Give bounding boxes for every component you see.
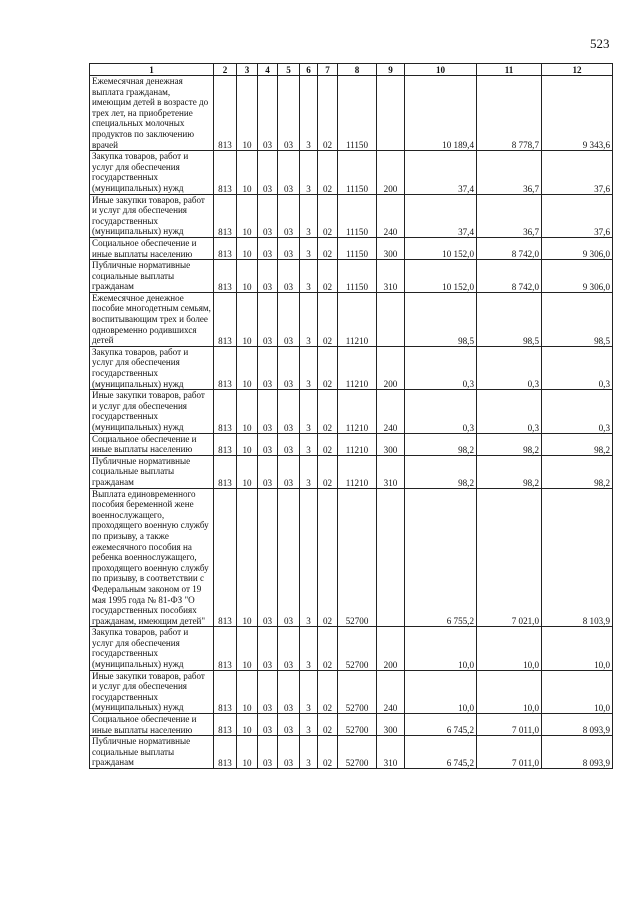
subprogram-cell: 3 xyxy=(300,390,318,433)
subsection-cell: 03 xyxy=(258,237,278,259)
row-name: Ежемесячное денежное пособие многодетным семьям, воспитывающим трех и более одновременно родившихся детей xyxy=(90,292,214,346)
subprogram-cell: 3 xyxy=(300,736,318,769)
direction-code-cell: 52700 xyxy=(338,627,377,670)
subsection-cell: 03 xyxy=(258,292,278,346)
table-row xyxy=(90,260,613,293)
amount-cell: 10,0 xyxy=(477,627,542,670)
subsection-cell: 03 xyxy=(258,627,278,670)
expense-type-cell xyxy=(377,76,405,151)
direction-code-cell: 11210 xyxy=(338,292,377,346)
program-cell: 03 xyxy=(278,346,300,389)
main-event-cell: 02 xyxy=(318,488,338,627)
table-body xyxy=(90,76,613,769)
admin-code-cell: 813 xyxy=(214,76,237,151)
expense-type-cell: 310 xyxy=(377,260,405,293)
amount-cell: 98,5 xyxy=(542,292,613,346)
subprogram-cell: 3 xyxy=(300,237,318,259)
table-row xyxy=(90,714,613,736)
admin-code-cell: 813 xyxy=(214,194,237,237)
table-row xyxy=(90,194,613,237)
direction-code-cell: 11150 xyxy=(338,194,377,237)
main-event-cell: 02 xyxy=(318,260,338,293)
subprogram-cell: 3 xyxy=(300,346,318,389)
row-name: Публичные нормативные социальные выплаты гражданам xyxy=(90,260,214,293)
program-cell: 03 xyxy=(278,292,300,346)
amount-cell: 98,5 xyxy=(405,292,477,346)
amount-cell: 0,3 xyxy=(405,346,477,389)
program-cell: 03 xyxy=(278,714,300,736)
amount-cell: 0,3 xyxy=(477,346,542,389)
amount-cell: 6 745,2 xyxy=(405,714,477,736)
row-name: Социальное обеспечение и иные выплаты населению xyxy=(90,714,214,736)
amount-cell: 98,2 xyxy=(542,455,613,488)
expense-type-cell xyxy=(377,292,405,346)
row-name: Публичные нормативные социальные выплаты гражданам xyxy=(90,455,214,488)
main-event-cell: 02 xyxy=(318,455,338,488)
subprogram-cell: 3 xyxy=(300,76,318,151)
direction-code-cell: 52700 xyxy=(338,714,377,736)
row-name: Закупка товаров, работ и услуг для обеспечения государственных (муниципальных) нужд xyxy=(90,151,214,194)
amount-cell: 10,0 xyxy=(542,627,613,670)
admin-code-cell: 813 xyxy=(214,237,237,259)
amount-cell: 0,3 xyxy=(405,390,477,433)
subprogram-cell: 3 xyxy=(300,627,318,670)
section-cell: 10 xyxy=(237,736,258,769)
direction-code-cell: 52700 xyxy=(338,670,377,713)
section-cell: 10 xyxy=(237,237,258,259)
admin-code-cell: 813 xyxy=(214,455,237,488)
amount-cell: 6 755,2 xyxy=(405,488,477,627)
row-name: Социальное обеспечение и иные выплаты населению xyxy=(90,433,214,455)
section-cell: 10 xyxy=(237,194,258,237)
subsection-cell: 03 xyxy=(258,194,278,237)
section-cell: 10 xyxy=(237,346,258,389)
amount-cell: 37,4 xyxy=(405,151,477,194)
section-cell: 10 xyxy=(237,433,258,455)
main-event-cell: 02 xyxy=(318,670,338,713)
direction-code-cell: 52700 xyxy=(338,488,377,627)
program-cell: 03 xyxy=(278,488,300,627)
subprogram-cell: 3 xyxy=(300,714,318,736)
budget-table xyxy=(89,63,613,769)
subsection-cell: 03 xyxy=(258,736,278,769)
amount-cell: 10,0 xyxy=(405,670,477,713)
admin-code-cell: 813 xyxy=(214,433,237,455)
subsection-cell: 03 xyxy=(258,714,278,736)
program-cell: 03 xyxy=(278,237,300,259)
subsection-cell: 03 xyxy=(258,390,278,433)
table-row xyxy=(90,292,613,346)
section-cell: 10 xyxy=(237,488,258,627)
table-row xyxy=(90,627,613,670)
subprogram-cell: 3 xyxy=(300,455,318,488)
amount-cell: 98,2 xyxy=(542,433,613,455)
program-cell: 03 xyxy=(278,151,300,194)
table-row xyxy=(90,455,613,488)
subsection-cell: 03 xyxy=(258,433,278,455)
amount-cell: 10,0 xyxy=(477,670,542,713)
admin-code-cell: 813 xyxy=(214,736,237,769)
amount-cell: 10 189,4 xyxy=(405,76,477,151)
amount-cell: 0,3 xyxy=(542,390,613,433)
amount-cell: 98,5 xyxy=(477,292,542,346)
program-cell: 03 xyxy=(278,627,300,670)
section-cell: 10 xyxy=(237,714,258,736)
direction-code-cell: 11150 xyxy=(338,260,377,293)
table-row xyxy=(90,488,613,627)
subprogram-cell: 3 xyxy=(300,292,318,346)
row-name: Иные закупки товаров, работ и услуг для обеспечения государственных (муниципальных) нужд xyxy=(90,194,214,237)
amount-cell: 98,2 xyxy=(405,433,477,455)
section-cell: 10 xyxy=(237,670,258,713)
column-header: 12 xyxy=(542,64,613,76)
table-row xyxy=(90,670,613,713)
column-header: 11 xyxy=(477,64,542,76)
amount-cell: 10 152,0 xyxy=(405,237,477,259)
column-header: 9 xyxy=(377,64,405,76)
expense-type-cell: 240 xyxy=(377,194,405,237)
subsection-cell: 03 xyxy=(258,76,278,151)
table-row xyxy=(90,390,613,433)
amount-cell: 7 011,0 xyxy=(477,714,542,736)
admin-code-cell: 813 xyxy=(214,151,237,194)
expense-type-cell: 300 xyxy=(377,237,405,259)
amount-cell: 9 306,0 xyxy=(542,260,613,293)
amount-cell: 37,6 xyxy=(542,151,613,194)
amount-cell: 98,2 xyxy=(477,455,542,488)
expense-type-cell xyxy=(377,488,405,627)
table-row xyxy=(90,237,613,259)
main-event-cell: 02 xyxy=(318,237,338,259)
amount-cell: 6 745,2 xyxy=(405,736,477,769)
row-name: Ежемесячная денежная выплата гражданам, имеющим детей в возрасте до трех лет, на приобретение специальных молочных продуктов по заключению врачей xyxy=(90,76,214,151)
program-cell: 03 xyxy=(278,194,300,237)
main-event-cell: 02 xyxy=(318,151,338,194)
amount-cell: 8 093,9 xyxy=(542,736,613,769)
table-row xyxy=(90,76,613,151)
main-event-cell: 02 xyxy=(318,194,338,237)
admin-code-cell: 813 xyxy=(214,346,237,389)
subsection-cell: 03 xyxy=(258,488,278,627)
amount-cell: 10,0 xyxy=(405,627,477,670)
column-header: 7 xyxy=(318,64,338,76)
section-cell: 10 xyxy=(237,151,258,194)
expense-type-cell: 310 xyxy=(377,736,405,769)
section-cell: 10 xyxy=(237,390,258,433)
admin-code-cell: 813 xyxy=(214,670,237,713)
main-event-cell: 02 xyxy=(318,292,338,346)
section-cell: 10 xyxy=(237,260,258,293)
row-name: Иные закупки товаров, работ и услуг для обеспечения государственных (муниципальных) нужд xyxy=(90,670,214,713)
amount-cell: 8 742,0 xyxy=(477,237,542,259)
subprogram-cell: 3 xyxy=(300,151,318,194)
amount-cell: 7 011,0 xyxy=(477,736,542,769)
expense-type-cell: 200 xyxy=(377,627,405,670)
amount-cell: 98,2 xyxy=(477,433,542,455)
amount-cell: 98,2 xyxy=(405,455,477,488)
subsection-cell: 03 xyxy=(258,151,278,194)
direction-code-cell: 11150 xyxy=(338,76,377,151)
amount-cell: 8 778,7 xyxy=(477,76,542,151)
section-cell: 10 xyxy=(237,292,258,346)
column-header: 8 xyxy=(338,64,377,76)
program-cell: 03 xyxy=(278,390,300,433)
expense-type-cell: 310 xyxy=(377,455,405,488)
amount-cell: 8 093,9 xyxy=(542,714,613,736)
column-header: 5 xyxy=(278,64,300,76)
main-event-cell: 02 xyxy=(318,714,338,736)
row-name: Закупка товаров, работ и услуг для обеспечения государственных (муниципальных) нужд xyxy=(90,346,214,389)
section-cell: 10 xyxy=(237,627,258,670)
direction-code-cell: 11210 xyxy=(338,390,377,433)
direction-code-cell: 11210 xyxy=(338,455,377,488)
subsection-cell: 03 xyxy=(258,455,278,488)
admin-code-cell: 813 xyxy=(214,627,237,670)
subprogram-cell: 3 xyxy=(300,260,318,293)
admin-code-cell: 813 xyxy=(214,260,237,293)
program-cell: 03 xyxy=(278,76,300,151)
admin-code-cell: 813 xyxy=(214,714,237,736)
admin-code-cell: 813 xyxy=(214,488,237,627)
subprogram-cell: 3 xyxy=(300,194,318,237)
column-header: 10 xyxy=(405,64,477,76)
subsection-cell: 03 xyxy=(258,260,278,293)
amount-cell: 0,3 xyxy=(477,390,542,433)
direction-code-cell: 52700 xyxy=(338,736,377,769)
amount-cell: 37,4 xyxy=(405,194,477,237)
table-row xyxy=(90,736,613,769)
column-header: 6 xyxy=(300,64,318,76)
main-event-cell: 02 xyxy=(318,736,338,769)
direction-code-cell: 11210 xyxy=(338,346,377,389)
amount-cell: 10 152,0 xyxy=(405,260,477,293)
program-cell: 03 xyxy=(278,260,300,293)
header-row xyxy=(90,64,613,76)
program-cell: 03 xyxy=(278,455,300,488)
amount-cell: 8 103,9 xyxy=(542,488,613,627)
subprogram-cell: 3 xyxy=(300,488,318,627)
subsection-cell: 03 xyxy=(258,346,278,389)
subprogram-cell: 3 xyxy=(300,670,318,713)
table-row xyxy=(90,151,613,194)
column-header: 2 xyxy=(214,64,237,76)
amount-cell: 9 306,0 xyxy=(542,237,613,259)
program-cell: 03 xyxy=(278,433,300,455)
direction-code-cell: 11150 xyxy=(338,237,377,259)
table-row xyxy=(90,433,613,455)
amount-cell: 36,7 xyxy=(477,151,542,194)
row-name: Иные закупки товаров, работ и услуг для обеспечения государственных (муниципальных) нужд xyxy=(90,390,214,433)
amount-cell: 7 021,0 xyxy=(477,488,542,627)
amount-cell: 0,3 xyxy=(542,346,613,389)
amount-cell: 8 742,0 xyxy=(477,260,542,293)
amount-cell: 37,6 xyxy=(542,194,613,237)
row-name: Публичные нормативные социальные выплаты гражданам xyxy=(90,736,214,769)
column-header: 1 xyxy=(90,64,214,76)
column-header: 4 xyxy=(258,64,278,76)
main-event-cell: 02 xyxy=(318,390,338,433)
admin-code-cell: 813 xyxy=(214,390,237,433)
amount-cell: 10,0 xyxy=(542,670,613,713)
program-cell: 03 xyxy=(278,736,300,769)
direction-code-cell: 11210 xyxy=(338,433,377,455)
main-event-cell: 02 xyxy=(318,76,338,151)
row-name: Социальное обеспечение и иные выплаты населению xyxy=(90,237,214,259)
amount-cell: 36,7 xyxy=(477,194,542,237)
admin-code-cell: 813 xyxy=(214,292,237,346)
section-cell: 10 xyxy=(237,455,258,488)
row-name: Выплата единовременного пособия беременной жене военнослужащего, проходящего военную службу по призыву, а также ежемесячного пособия на ребенка военнослужащего, проходящего военную службу по призыву, в соответствии с Федеральным законом от 19 мая 1995 года № 81-ФЗ "О государственных пособиях гражданам, имеющим детей" xyxy=(90,488,214,627)
expense-type-cell: 240 xyxy=(377,670,405,713)
direction-code-cell: 11150 xyxy=(338,151,377,194)
main-event-cell: 02 xyxy=(318,433,338,455)
main-event-cell: 02 xyxy=(318,346,338,389)
expense-type-cell: 300 xyxy=(377,433,405,455)
column-header: 3 xyxy=(237,64,258,76)
amount-cell: 9 343,6 xyxy=(542,76,613,151)
subsection-cell: 03 xyxy=(258,670,278,713)
page-number: 523 xyxy=(590,36,610,51)
expense-type-cell: 300 xyxy=(377,714,405,736)
table-row xyxy=(90,346,613,389)
expense-type-cell: 200 xyxy=(377,151,405,194)
program-cell: 03 xyxy=(278,670,300,713)
expense-type-cell: 240 xyxy=(377,390,405,433)
subprogram-cell: 3 xyxy=(300,433,318,455)
section-cell: 10 xyxy=(237,76,258,151)
expense-type-cell: 200 xyxy=(377,346,405,389)
row-name: Закупка товаров, работ и услуг для обеспечения государственных (муниципальных) нужд xyxy=(90,627,214,670)
main-event-cell: 02 xyxy=(318,627,338,670)
